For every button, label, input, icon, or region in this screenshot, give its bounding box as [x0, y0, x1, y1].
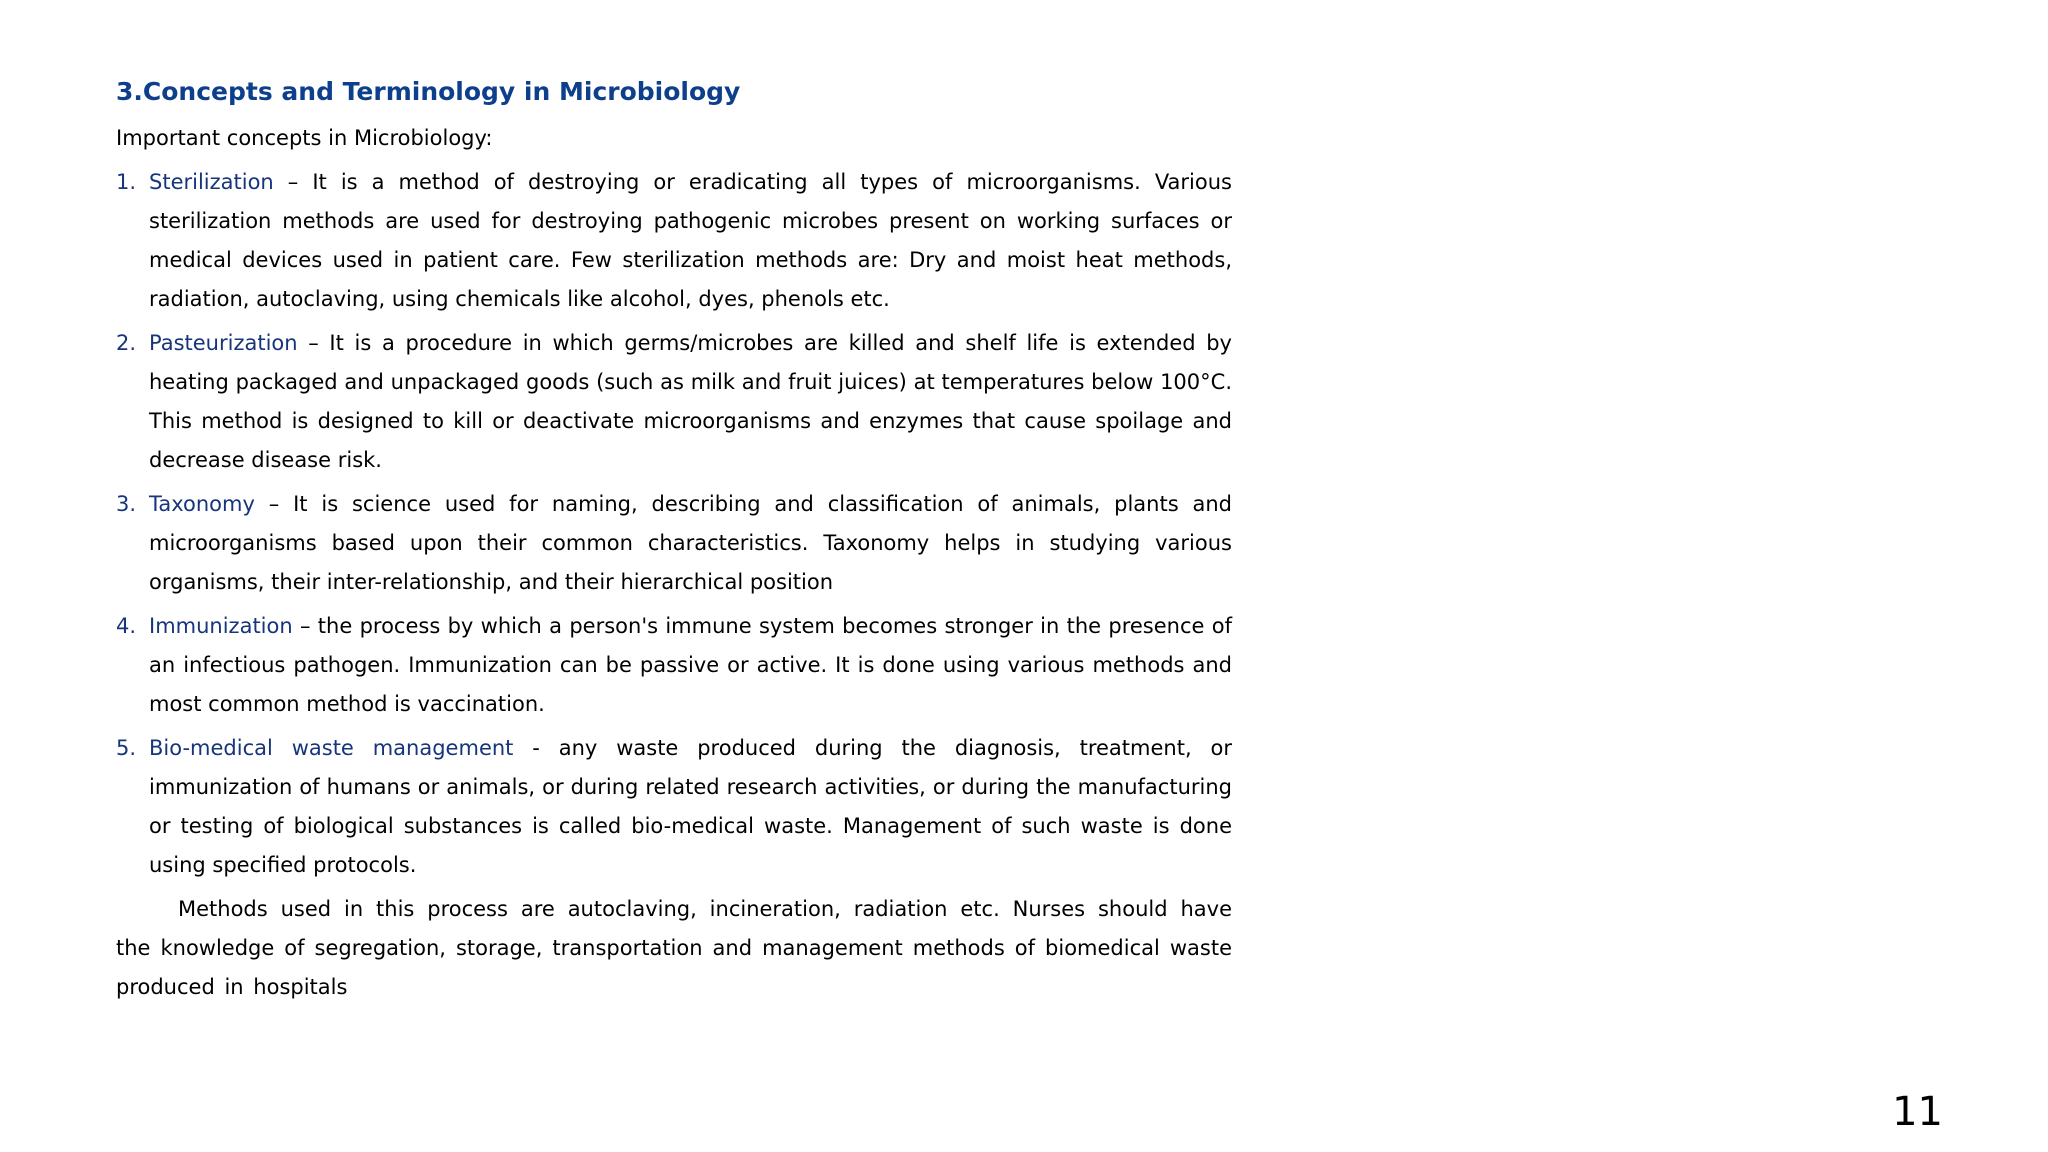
list-item-immunization — [116, 607, 1232, 724]
list-item-sterilization — [116, 163, 1232, 319]
definition-text: – It is a procedure in which germs/microbes are killed and shelf life is extended by heating packaged and unpackaged goods (such as milk and fruit juices) at temperatures below 100°C. This method is designed to kill or deactivate microorganisms and enzymes that cause spoilage and decrease disease risk. — [149, 331, 1232, 472]
definition-text: – It is science used for naming, describing and classification of animals, plants and microorganisms based upon their common characteristics. Taxonomy helps in studying various organisms, their inter-relationship, and their hierarchical position — [149, 492, 1232, 594]
term-taxonomy: Taxonomy — [149, 492, 255, 516]
definition-text: - any waste produced during the diagnosis, treatment, or immunization of humans or animals, or during related research activities, or during the manufacturing or testing of biological substances is called bio-medical waste. Management of such waste is done using specified protocols. — [149, 736, 1232, 877]
term-pasteurization: Pasteurization — [149, 331, 298, 355]
concepts-list — [116, 163, 1232, 885]
list-item-number: 1. — [116, 170, 137, 194]
list-item-pasteurization — [116, 324, 1232, 480]
list-item-number: 4. — [116, 614, 137, 638]
term-biomedical-waste-management: Bio-medical waste management — [149, 736, 514, 760]
page-number: 11 — [1892, 1089, 1943, 1135]
page-title: 3.Concepts and Terminology in Microbiology — [116, 77, 741, 106]
definition-text: – It is a method of destroying or eradicating all types of microorganisms. Various sterilization methods are used for destroying pathogenic microbes present on working surfaces or medical devices used in patient care. Few sterilization methods are: Dry and moist heat methods, radiation, autoclaving, using chemicals like alcohol, dyes, phenols etc. — [149, 170, 1232, 311]
term-sterilization: Sterilization — [149, 170, 274, 194]
list-item-taxonomy — [116, 485, 1232, 602]
slide-content — [116, 74, 1232, 1007]
definition-text: – the process by which a person's immune system becomes stronger in the presence of an infectious pathogen. Immunization can be passive or active. It is done using various methods and most common method is vaccination. — [149, 614, 1232, 716]
list-item-number: 5. — [116, 736, 137, 760]
list-item-biomedical-waste — [116, 729, 1232, 885]
intro-text: Important concepts in Microbiology: — [116, 126, 493, 150]
term-immunization: Immunization — [149, 614, 293, 638]
list-item-number: 3. — [116, 492, 137, 516]
list-item-number: 2. — [116, 331, 137, 355]
closing-paragraph: Methods used in this process are autoclaving, incineration, radiation etc. Nurses should have the knowledge of segregation, storage, transportation and management methods of biomedical waste produced in hospitals — [116, 897, 1232, 999]
